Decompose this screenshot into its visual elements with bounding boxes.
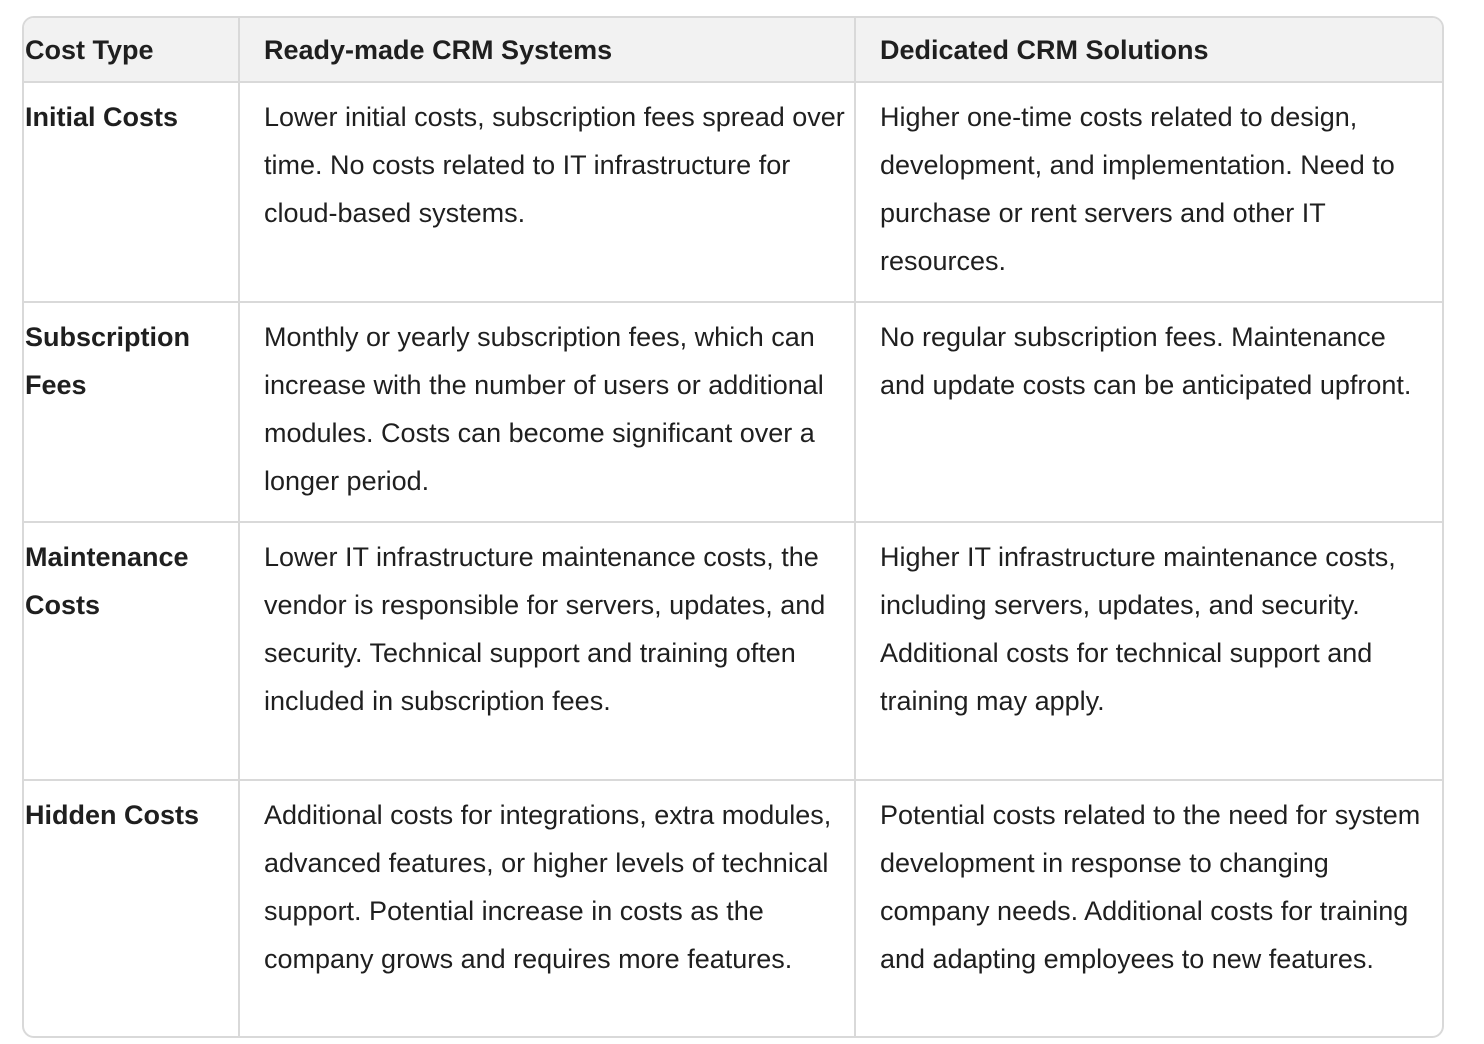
cost-comparison-table-container (22, 16, 1444, 1038)
cost-comparison-table (24, 18, 1442, 1036)
ready-made-cell: Additional costs for integrations, extra modules, advanced features, or higher levels of technical support. Potential increase in costs as the company grows and requires more features. (239, 780, 855, 1036)
ready-made-cell: Lower initial costs, subscription fees spread over time. No costs related to IT infrastructure for cloud-based systems. (239, 82, 855, 302)
ready-made-cell: Monthly or yearly subscription fees, which can increase with the number of users or additional modules. Costs can become significant over a longer period. (239, 302, 855, 522)
header-ready-made-crm: Ready-made CRM Systems (239, 18, 855, 82)
table-row (24, 522, 1442, 780)
dedicated-cell: Higher IT infrastructure maintenance costs, including servers, updates, and security. Additional costs for technical support and training may apply. (855, 522, 1442, 780)
table-header-row (24, 18, 1442, 82)
header-dedicated-crm: Dedicated CRM Solutions (855, 18, 1442, 82)
table-row (24, 302, 1442, 522)
row-label: Maintenance Costs (24, 522, 239, 780)
dedicated-cell: Potential costs related to the need for system development in response to changing company needs. Additional costs for training and adapting employees to new features. (880, 800, 1421, 974)
dedicated-cell: Higher one-time costs related to design, development, and implementation. Need to purchase or rent servers and other IT resources. (855, 82, 1442, 302)
ready-made-cell: Lower IT infrastructure maintenance costs, the vendor is responsible for servers, updates, and security. Technical support and training often included in subscription fees. (239, 522, 855, 780)
table-row (24, 780, 1442, 1036)
table-row (24, 82, 1442, 302)
header-cost-type: Cost Type (24, 18, 239, 82)
dedicated-cell: No regular subscription fees. Maintenance and update costs can be anticipated upfront. (855, 302, 1442, 522)
row-label: Subscription Fees (24, 302, 239, 522)
row-label: Initial Costs (24, 82, 239, 302)
row-label: Hidden Costs (24, 780, 239, 1036)
